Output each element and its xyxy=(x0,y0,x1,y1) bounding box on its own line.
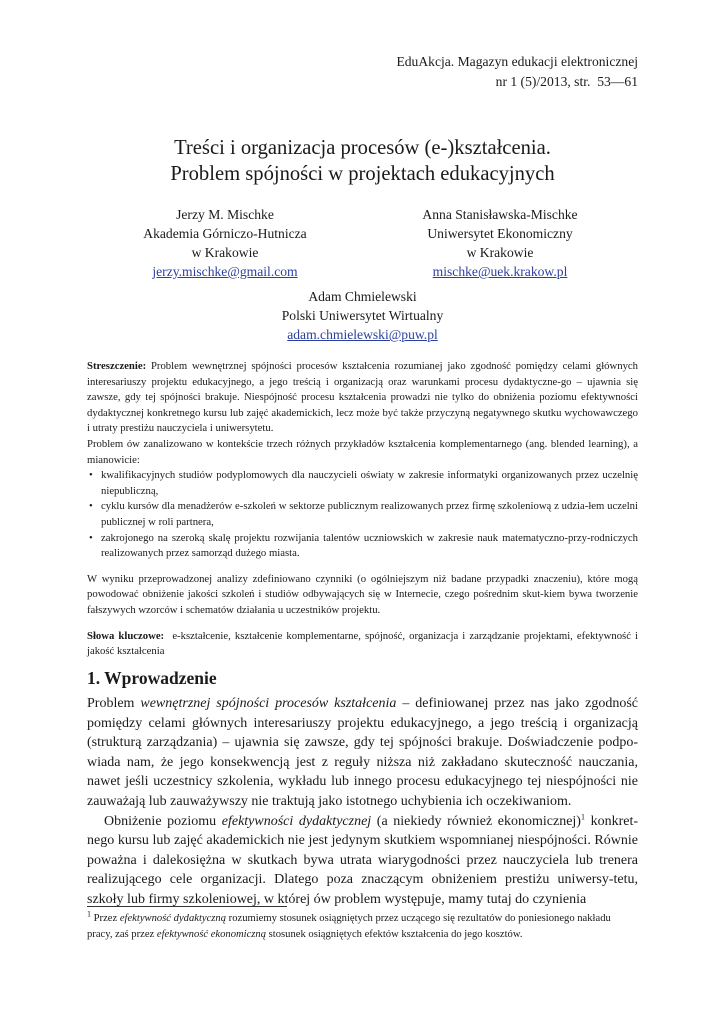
abstract-label: Streszczenie: xyxy=(87,360,147,372)
author-email-link[interactable]: jerzy.mischke@gmail.com xyxy=(152,264,298,279)
emphasis: wewnętrznej spójności procesów kształcenia xyxy=(140,696,397,711)
text-run: Problem xyxy=(87,696,141,711)
author-email-link[interactable]: mischke@uek.krakow.pl xyxy=(432,264,568,279)
keywords xyxy=(87,629,638,660)
text-run: konkret-nego kursu lub zajęć akademickich nie jest jedynym skutkiem wspomnianej niespójności. Równie poważna i dalekosiężna w skutkach bywa utrata wiarygodności przez nauczyciela lub trenera realizującego cele organizacji. Dlatego poza znaczącym obniżeniem prestiżu uniwersy-tetu, szkoły lub firmy szkoleniowej, w której ów problem występuje, mamy tutaj do czynienia xyxy=(87,813,639,907)
emphasis: efektywność ekonomiczną xyxy=(156,928,267,940)
footnote xyxy=(87,911,638,942)
author-block xyxy=(100,205,350,281)
abstract-paragraph xyxy=(87,359,638,437)
text-run: rozumiemy stosunek osiągniętych przez uczącego się rezultatów do poniesionego nakładu pracy, zaś przez xyxy=(87,913,611,940)
abstract-paragraph: Problem ów zanalizowano w kontekście trzech różnych przykładów kształcenia komplementarnego (ang. blended learning), a mianowicie: xyxy=(87,437,638,466)
body-paragraph xyxy=(87,694,638,812)
abstract-paragraph: W wyniku przeprowadzonej analizy zdefiniowano czynniki (o ogólniejszym niż badane przypadki znaczeniu), które mogą powodować obniżenie jakości szkoleń i studiów odbywających się w Internecie, czego pośrednim skut-kiem bywa tworzenie fałszywych wzorców i schematów działania u uczestników projektu. xyxy=(87,572,638,616)
journal-issue: nr 1 (5)/2013, str. 53—61 xyxy=(495,74,638,89)
text-run: Obniżenie poziomu xyxy=(104,813,222,829)
author-block xyxy=(375,205,625,281)
abstract xyxy=(87,359,638,660)
author-name: Adam Chmielewski xyxy=(308,289,417,304)
body-paragraph xyxy=(87,812,638,910)
keywords-label: Słowa kluczowe: xyxy=(87,629,165,642)
abstract-text: Problem wewnętrznej spójności procesów kształcenia rozumianej jako zgodność pomiędzy celami głównych interesariuszy projektu edukacyjnego, a jego treścią i organizacją oraz warunkami procesu dydaktyczne-go – ujawnia się zawsze, gdy tej spójności brakuje. Niespójność procesu kształcenia prowadzi nie tylko do obniżenia poziomu efektywności dydaktycznej konkretnego kursu lub zajęć akademickich, lecz może być także przyczyną negatywnego skutku wychowawczego i utraty prestiżu nauczyciela i uniwersytetu. xyxy=(87,360,639,435)
title-line-1: Treści i organizacja procesów (e-)kształcenia. xyxy=(174,137,551,159)
footnote-divider xyxy=(87,906,287,907)
title-line-2: Problem spójności w projektach edukacyjnych xyxy=(170,163,555,185)
journal-name: EduAkcja. Magazyn edukacji elektronicznej xyxy=(396,54,638,69)
text-run: Przez xyxy=(91,913,120,924)
footnote-mark: 1 xyxy=(87,909,91,919)
paper-title xyxy=(0,135,725,187)
author-block xyxy=(230,287,495,344)
author-email-link[interactable]: adam.chmielewski@puw.pl xyxy=(287,327,438,342)
author-affiliation: Akademia Górniczo-Hutnicza xyxy=(143,226,307,241)
author-name: Jerzy M. Mischke xyxy=(176,207,274,222)
author-city: w Krakowie xyxy=(466,245,534,260)
author-affiliation: Uniwersytet Ekonomiczny xyxy=(427,226,573,241)
abstract-bullet-list xyxy=(87,468,638,562)
body-text xyxy=(87,694,638,910)
section-heading: 1. Wprowadzenie xyxy=(87,668,217,688)
text-run: stosunek osiągniętych efektów kształcenia do jego kosztów. xyxy=(266,928,523,940)
list-item: • cyklu kursów dla menadżerów e-szkoleń w sektorze publicznym realizowanych przez firmę szkoleniową z udzia-łem uczelni publicznej w roli partnera, xyxy=(87,499,638,530)
footnote-ref[interactable]: 1 xyxy=(580,811,585,821)
author-affiliation: Polski Uniwersytet Wirtualny xyxy=(281,308,444,323)
text-run: – definiowanej przez nas jako zgodność pomiędzy celami głównych interesariuszy projektu edukacyjnego, a jego treścią i organizacją (strukturą zarządzania) – ujawnia się zawsze, gdy tej spójności brakuje. Doświadczenie podpo-wiada nam, że jego konsekwencją jest z reguły niższa niż zakładano skuteczność nauczania, nawet jeśli uczestnicy szkolenia, wykładu lub innego procesu edukacyjnego tej niespójności nie zauważają lub zauważywszy nie traktują jako istotnego uchybienia ich oczekiwaniom. xyxy=(87,696,639,809)
emphasis: efektywność dydaktyczną xyxy=(119,913,227,924)
journal-header xyxy=(396,52,638,92)
emphasis: efektywności dydaktycznej xyxy=(221,813,372,829)
list-item: • kwalifikacyjnych studiów podyplomowych dla nauczycieli oświaty w zakresie informatyki organizowanych przez uczelnię niepubliczną, xyxy=(87,468,638,499)
author-city: w Krakowie xyxy=(191,245,259,260)
text-run: (a niekiedy również ekonomicznej) xyxy=(371,813,581,829)
author-name: Anna Stanisławska-Mischke xyxy=(422,207,578,222)
keywords-text: e-kształcenie, kształcenie komplementarne, spójność, organizacja i zarządzanie projektami, efektywność i jakość kształcenia xyxy=(87,629,639,658)
list-item: • zakrojonego na szeroką skalę projektu rozwijania talentów uczniowskich w zakresie nauk matematyczno-przy-rodniczych realizowanych przez samorząd dużego miasta. xyxy=(87,531,638,562)
